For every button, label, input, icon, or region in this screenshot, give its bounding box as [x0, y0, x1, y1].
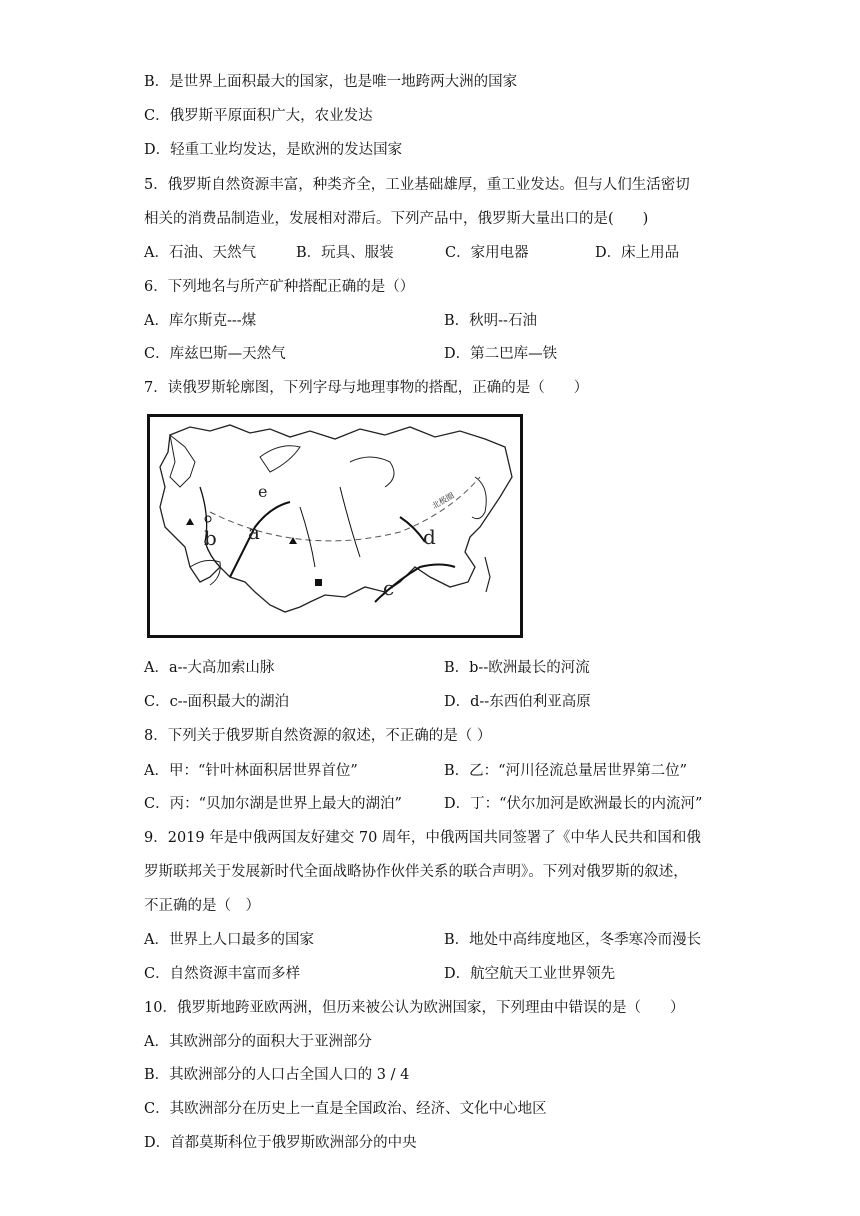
q5-option-a: A．石油、天然气 — [144, 245, 256, 261]
map-label-e: e — [258, 482, 268, 501]
q7-option-d: D．d--东西伯利亚高原 — [444, 694, 591, 710]
q5-option-d: D．床上用品 — [595, 245, 680, 261]
q7-option-a: A．a--大高加索山脉 — [144, 660, 275, 676]
q10-option-c: C．其欧洲部分在历史上一直是全国政治、经济、文化中心地区 — [144, 1101, 547, 1117]
q9-option-b: B．地处中高纬度地区，冬季寒冷而漫长 — [444, 932, 702, 948]
q7-stem: 7．读俄罗斯轮廓图，下列字母与地理事物的搭配，正确的是（ ） — [144, 380, 589, 396]
q6-stem: 6．下列地名与所产矿种搭配正确的是（） — [144, 279, 415, 295]
q10-option-d: D．首都莫斯科位于俄罗斯欧洲部分的中央 — [144, 1135, 417, 1151]
q6-option-d: D．第二巴库—铁 — [444, 346, 558, 362]
q9-option-d: D．航空航天工业世界领先 — [444, 966, 616, 982]
q9-stem-line1: 9．2019 年是中俄两国友好建交 70 周年，中俄两国共同签署了《中华人民共和国和俄 — [144, 830, 701, 846]
q8-option-a: A．甲：“针叶林面积居世界首位” — [144, 763, 358, 779]
q10-stem: 10．俄罗斯地跨亚欧两洲，但历来被公认为欧洲国家，下列理由中错误的是（ ） — [144, 1000, 685, 1016]
map-label-b: b — [204, 526, 217, 550]
map-label-d: d — [423, 525, 436, 549]
q5-stem-line2: 相关的消费品制造业，发展相对滞后。下列产品中，俄罗斯大量出口的是( ) — [144, 211, 649, 227]
q4-option-c: C．俄罗斯平原面积广大，农业发达 — [144, 108, 373, 124]
q9-stem-line2: 罗斯联邦关于发展新时代全面战略协作伙伴关系的联合声明》。下列对俄罗斯的叙述， — [144, 864, 688, 880]
q4-option-b: B．是世界上面积最大的国家，也是唯一地跨两大洲的国家 — [144, 74, 518, 90]
map-label-arctic-circle: 北极圈 — [430, 490, 456, 511]
q9-option-a: A．世界上人口最多的国家 — [144, 932, 314, 948]
russia-outline-map — [147, 414, 523, 638]
q8-stem: 8．下列关于俄罗斯自然资源的叙述，不正确的是（ ） — [144, 728, 492, 744]
q8-option-d: D．丁：“伏尔加河是欧洲最长的内流河” — [444, 796, 703, 812]
q9-stem-line3: 不正确的是（ ） — [144, 898, 260, 914]
map-label-a: a — [248, 520, 260, 544]
square-marker — [315, 579, 322, 586]
q5-options — [144, 243, 744, 263]
q8-option-b: B．乙：“河川径流总量居世界第二位” — [444, 763, 687, 779]
q10-option-b: B．其欧洲部分的人口占全国人口的 3 / 4 — [144, 1067, 410, 1083]
q6-option-b: B．秋明--石油 — [444, 313, 537, 329]
q7-option-c: C．c--面积最大的湖泊 — [144, 694, 290, 710]
triangle-marker-west — [186, 518, 194, 525]
q7-option-b: B．b--欧洲最长的河流 — [444, 660, 590, 676]
q4-option-d: D．轻重工业均发达，是欧洲的发达国家 — [144, 142, 403, 158]
q10-option-a: A．其欧洲部分的面积大于亚洲部分 — [144, 1034, 372, 1050]
q8-option-c: C．丙：“贝加尔湖是世界上最大的湖泊” — [144, 796, 402, 812]
q5-option-c: C．家用电器 — [445, 245, 529, 261]
q9-option-c: C．自然资源丰富而多样 — [144, 966, 301, 982]
russia-map-svg — [150, 417, 520, 635]
q5-stem-line1: 5．俄罗斯自然资源丰富，种类齐全，工业基础雄厚，重工业发达。但与人们生活密切 — [144, 177, 690, 193]
q6-option-a: A．库尔斯克---煤 — [144, 313, 257, 329]
q6-option-c: C．库兹巴斯—天然气 — [144, 346, 286, 362]
q5-option-b: B．玩具、服装 — [296, 245, 394, 261]
map-label-c: c — [383, 576, 395, 600]
